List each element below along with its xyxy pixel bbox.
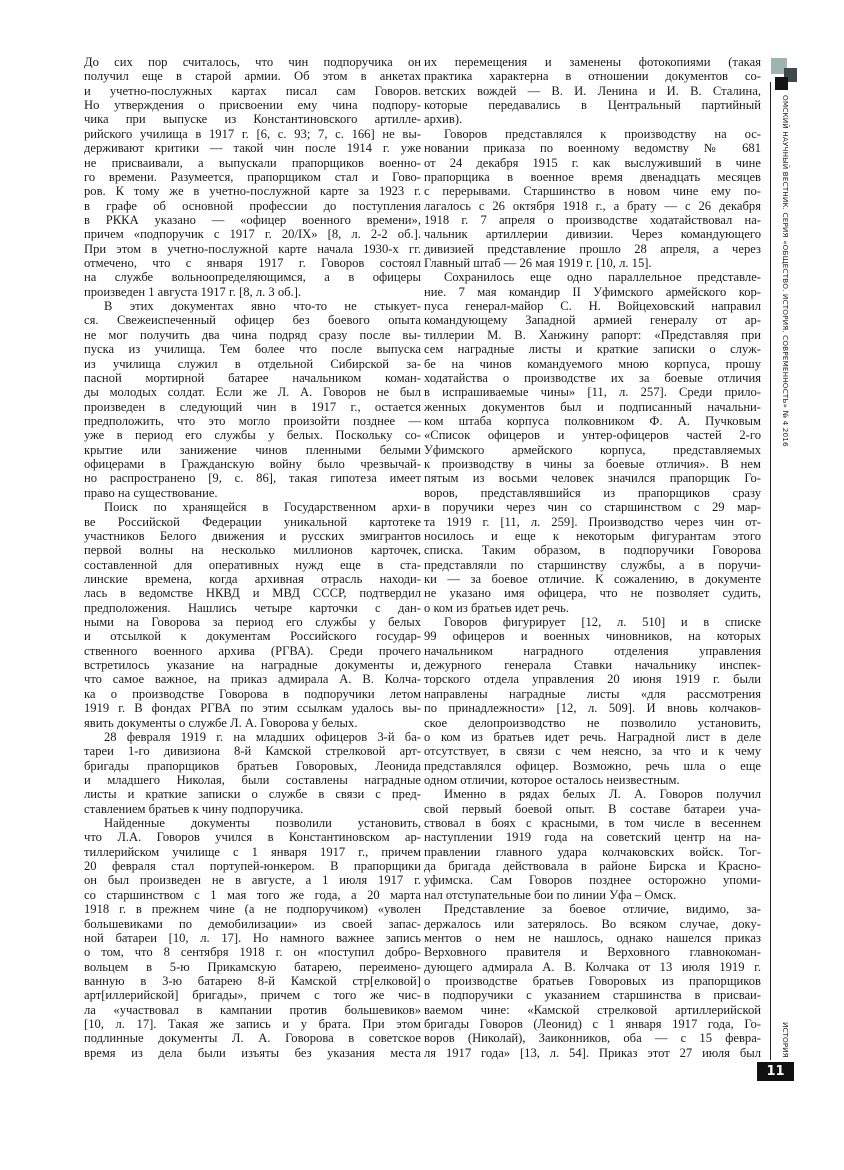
text-line: ходатайства о производстве их за боевые отличия <box>424 370 761 385</box>
text-line: В этих документах явно что-то не стыкует- <box>104 299 421 314</box>
text-line: ванную в 3-ю батарею 8-й Камской стр[елковой] <box>84 974 421 988</box>
text-line: подлинные документы Л. А. Говорова в советское <box>84 1031 421 1046</box>
text-line: Верховного правителя и Верховного главнокоман- <box>424 945 761 960</box>
text-line: встретилось указание на наградные документы и, <box>84 658 421 673</box>
running-header-journal-title: ОМСКИЙ НАУЧНЫЙ ВЕСТНИК. СЕРИЯ «ОБЩЕСТВО. ИСТОРИЯ. СОВРЕМЕННОСТЬ» № 4 2016 <box>781 95 790 447</box>
text-line: 99 офицеров и военных чиновников, на которых <box>424 629 761 644</box>
text-line: ское делопроизводство не позволило установить, <box>424 715 761 730</box>
text-line: не мог получить два чина подряд сразу после вы- <box>84 327 421 342</box>
paragraph <box>424 127 761 271</box>
text-line: ными на Говорова за период его службы у белых <box>84 615 421 630</box>
text-line: ной батареи [10, л. 17]. Но намного важнее запись <box>84 930 421 945</box>
text-line: чика при выпуске из Константиновского артилле- <box>84 112 421 127</box>
text-line: на службе вольноопределяющимся, а в офицеры <box>84 270 421 285</box>
text-line: воров (Николай), Заиконников, оба — с 15 февра- <box>424 1031 761 1046</box>
text-line: большевиками по демобилизации» из своей запас- <box>84 916 421 931</box>
text-line: ки — за боевое отличие. К сожалению, в документе <box>424 571 761 586</box>
text-line: свой первый боевой опыт. В составе батареи уча- <box>424 801 761 816</box>
text-line: ствовал в боях с красными, в том числе в весеннем <box>424 816 761 831</box>
margin-rule <box>770 82 771 1060</box>
text-line: нал отступательные бои по линии Уфа – Омск. <box>424 887 677 902</box>
text-line: и младшего Николая, были составлены наградные <box>84 772 421 787</box>
text-line: чальник артиллерии дивизии. Через командующего <box>424 227 761 242</box>
text-line: листы и краткие записки о службе в связи с пред- <box>84 787 421 802</box>
text-line: что Л.А. Говоров учился в Константиновском ар- <box>84 830 421 845</box>
text-line: не указано имя офицера, что не позволяет судить, <box>424 586 761 601</box>
text-line: командующему Западной армией генералу от ар- <box>424 313 761 328</box>
text-line: «Список офицеров и унтер-офицеров частей 2-го <box>424 428 761 443</box>
text-line: воров, представлявшийся из прапорщиков сразу <box>424 485 761 500</box>
text-line: Говоров представлялся к производству на ос- <box>444 126 761 141</box>
text-line: к производству в чины за боевые отличия». В нем <box>424 457 761 472</box>
text-line: по принадлежности» [12, л. 509]. И вновь колчаков- <box>424 701 761 716</box>
text-line: с перерывами. Старшинство в новом чине ему по- <box>424 184 761 199</box>
paragraph <box>424 615 761 787</box>
logo-square-black <box>775 77 788 90</box>
text-line: ся. Свежеиспеченный офицер без боевого опыта <box>84 313 421 328</box>
paragraph <box>424 902 761 1060</box>
paragraph <box>424 787 761 902</box>
text-line: правлении главного удара колчаковских войск. Тог- <box>424 844 761 859</box>
text-line: причем «подпоручик с 1917 г. 20/IX» [8, л. 2-2 об.]. <box>84 227 421 242</box>
paragraph <box>84 730 421 816</box>
text-line: ственного военного архива (РГВА). Среди прочего <box>84 643 421 658</box>
text-line: лась в ведомстве НКВД и МВД СССР, подтвердил <box>84 586 421 601</box>
text-line: пуса генерал-майор С. Н. Войцеховский направил <box>424 299 761 314</box>
text-line: предположения. Нашлись четыре карточки с дан- <box>84 600 421 615</box>
text-line: ветских вождей — В. И. Ленина и И. В. Сталина, <box>424 83 761 98</box>
text-line: держивают критики — такой чин после 1914 г. уже <box>84 141 421 156</box>
text-line: отмечено, что с января 1917 г. Говоров состоял <box>84 256 421 271</box>
text-line: получил еще в старой армии. Об этом в анкетах <box>84 69 421 84</box>
text-line: дующего адмирала А. В. Колчака от 13 июля 1919 г. <box>424 959 761 974</box>
text-line: арт[иллерийской] бригады», причем с того же чис- <box>84 988 421 1003</box>
text-line: отсутствует, в связи с чем неясно, за что и к чему <box>424 744 761 759</box>
text-line: пуска из училища. Тем более что после выпуска <box>84 342 421 357</box>
text-line: время из дела были изъяты без указания места <box>84 1045 421 1060</box>
text-line: ля 1917 года» [13, л. 54]. Приказ этот 27 июля был <box>424 1045 761 1060</box>
text-line: 1919 г. В фондах РГВА по этим ссылкам удалось вы- <box>84 701 421 716</box>
text-line: го времени. Разумеется, прапорщиком стал и Гово- <box>84 169 421 184</box>
text-line: направлены наградные листы «для рассмотрения <box>424 686 761 701</box>
text-line: архив). <box>424 112 463 127</box>
page-number: 11 <box>757 1062 794 1081</box>
text-line: пятым из восьми человек значился прапорщик Го- <box>424 471 761 486</box>
text-line: Представление за боевое отличие, видимо, за- <box>444 902 761 917</box>
paragraph <box>84 500 421 730</box>
text-line: о ком из братьев идет речь. <box>424 600 570 615</box>
text-line: Но утверждения о присвоении ему чина подпору- <box>84 98 421 113</box>
text-line: дивизией представление прошло 28 апреля, а через <box>424 241 761 256</box>
text-line: одном отличии, которое осталось неизвестным. <box>424 772 680 787</box>
text-line: в поручики через чин со старшинством с 29 мар- <box>424 500 761 515</box>
text-line: крытие или занижение чинов пленными белыми <box>84 442 421 457</box>
text-line: рийского училища в 1917 г. [6, с. 93; 7, с. 166] не вы- <box>84 126 421 141</box>
text-line: уже в период его службы у белых. Поскольку со- <box>84 428 421 443</box>
text-line: ды молодых солдат. Если же Л. А. Говоров не был <box>84 385 421 400</box>
text-line: наступлении 1919 года на советский центр на на- <box>424 830 761 845</box>
text-line: тиллерийском училище с 1 января 1917 г., причем <box>84 844 421 859</box>
text-line: бе на чинов командуемого мною корпуса, прошу <box>424 356 761 371</box>
text-line: При этом в учетно-послужной карте начала 1930-х гг. <box>84 241 421 256</box>
text-line: составленной для оперативных нужд еще в ста- <box>84 557 421 572</box>
text-line: со старшинством с 1 мая того же года, а 20 марта <box>84 887 421 902</box>
paragraph <box>84 299 421 500</box>
text-line: он был произведен не в августе, а 1 июля 1917 г. <box>84 873 421 888</box>
text-line: Главный штаб — 26 мая 1919 г. [10, л. 15]. <box>424 256 652 271</box>
text-line: представлялся офицер. Возможно, речь шла о еще <box>424 758 761 773</box>
text-line: произведен 1 августа 1917 г. [8, л. 3 об.]. <box>84 284 302 299</box>
text-line: участников Белого движения и русских эмигрантов <box>84 528 421 543</box>
text-line: Именно в рядах белых Л. А. Говоров получил <box>444 787 761 802</box>
text-line: прапорщика в военное время двенадцать месяцев <box>424 169 761 184</box>
text-line: ве Российской Федерации уникальной картотеке <box>84 514 421 529</box>
text-line: бригады прапорщиков братьев Говоровых, Леонида <box>84 758 421 773</box>
text-line: но распространено [9, с. 86], такая гипотеза имеет <box>84 471 421 486</box>
text-line: в РККА указано — «офицер военного времени», <box>84 212 421 227</box>
text-line: ние. 7 мая командир II Уфимского армейского кор- <box>424 284 761 299</box>
text-line: [10, л. 17]. Такая же запись и у брата. При этом <box>84 1017 421 1032</box>
text-line: не присваивали, а выпускали прапорщиков военно- <box>84 155 421 170</box>
text-line: из училища служил в отдельной Сибирской за- <box>84 356 421 371</box>
text-column-right <box>424 55 761 1060</box>
text-line: о том, что 8 сентября 1918 г. он «поступил добро- <box>84 945 421 960</box>
text-line: новании приказа по военному ведомству № 681 <box>424 141 761 156</box>
text-line: Найденные документы позволили установить, <box>104 816 421 831</box>
text-line: Говоров фигурирует [12, л. 510] и в списке <box>444 615 761 630</box>
text-line: ров. К тому же в учетно-послужной карте за 1923 г. <box>84 184 421 199</box>
text-line: произведен в следующий чин в 1917 г., остается <box>84 399 421 414</box>
text-line: та 1919 г. [11, л. 259]. Производство через чин от- <box>424 514 761 529</box>
text-line: от 24 декабря 1915 г. как выслуживший в чине <box>424 155 761 170</box>
text-line: тиллерии М. В. Ханжину рапорт: «Представляя при <box>424 327 761 342</box>
text-line: начальником наградного отделения управления <box>424 643 761 658</box>
text-line: сем наградные листы и краткие записки о служ- <box>424 342 761 357</box>
text-line: в подпоручики с указанием старшинства в присваи- <box>424 988 761 1003</box>
text-line: тареи 1-го дивизиона 8-й Камской стрелковой арт- <box>84 744 421 759</box>
text-line: ком штаба корпуса полковником Ф. А. Пучковым <box>424 413 761 428</box>
text-line: 28 февраля 1919 г. на младших офицеров 3-й ба- <box>104 729 421 744</box>
text-line: женных документов был и подписанный начальни- <box>424 399 761 414</box>
text-line: в графе об основной профессии до поступления <box>84 198 421 213</box>
text-line: Сохранилось еще одно параллельное представле- <box>444 270 761 285</box>
text-line: линские времена, когда архивная отрасль находи- <box>84 571 421 586</box>
text-line: да бригада действовала в районе Бирска и Красно- <box>424 859 761 874</box>
text-line: дежурного генерала Ставки начальнику инспек- <box>424 658 761 673</box>
paragraph <box>84 55 421 299</box>
text-line: 1918 г. 7 апреля о производстве ходатайствовал на- <box>424 212 761 227</box>
text-line: бригады Говоров (Леонид) с 1 января 1917 года, Го- <box>424 1017 761 1032</box>
text-line: вольцем в 5-ю Прикамскую батарею, переимено- <box>84 959 421 974</box>
text-line: ла «участвовал в кампании против большевиков» <box>84 1002 421 1017</box>
text-line: ка о производстве Говорова в подпоручики летом <box>84 686 421 701</box>
text-line: и учетно-послужных картах писал сам Говоров. <box>84 83 421 98</box>
text-line: До сих пор считалось, что чин подпоручика он <box>84 55 421 69</box>
text-line: уфимска. Сам Говоров позднее осторожно упоми- <box>424 873 761 888</box>
text-line: носилось и еще к некоторым фигурантам этого <box>424 528 761 543</box>
text-line: в испрашиваемые чины» [11, л. 257]. Среди прило- <box>424 385 761 400</box>
paragraph <box>424 55 761 127</box>
text-line: ваемом чине: «Камской стрелковой артиллерийской <box>424 1002 761 1017</box>
paragraph <box>84 816 421 1060</box>
text-line: предположить, что это могло произойти позднее — <box>84 413 421 428</box>
text-line: ставлением братьев к чину подпоручика. <box>84 801 304 816</box>
text-line: держалось или затерялось. Во всяком случае, доку- <box>424 916 761 931</box>
text-column-left <box>84 55 421 1060</box>
text-line: Поиск по хранящейся в Государственном архи- <box>104 500 421 515</box>
paragraph <box>424 270 761 615</box>
text-line: которые передавались в Центральный партийный <box>424 98 761 113</box>
text-line: пасной мортирной батарее начальником коман- <box>84 370 421 385</box>
text-line: торского отдела управления 20 июня 1919 г. были <box>424 672 761 687</box>
text-line: что самое важное, на приказ адмирала А. В. Колча- <box>84 672 421 687</box>
text-line: представляли по старшинству службы, а в поручи- <box>424 557 761 572</box>
text-line: офицерами в Гражданскую войну было чрезвычай- <box>84 457 421 472</box>
text-line: и отсылкой к документам Российского государ- <box>84 629 421 644</box>
text-line: их перемещения и заменены фотокопиями (такая <box>424 55 761 69</box>
text-line: 20 февраля стал портупей-юнкером. В прапорщики <box>84 859 421 874</box>
text-line: ментов о нем не нашлось, однако нашелся приказ <box>424 930 761 945</box>
text-line: о ком из братьев идет речь. Наградной лист в деле <box>424 729 761 744</box>
text-line: первой волны на несколько миллионов карточек, <box>84 543 421 558</box>
text-line: списка. Таким образом, в подпоручики Говорова <box>424 543 761 558</box>
text-line: Уфимского армейского корпуса, представляемых <box>424 442 761 457</box>
text-line: явить документы о службе Л. А. Говорова у белых. <box>84 715 358 730</box>
text-line: о производстве братьев Говоровых из прапорщиков <box>424 974 761 988</box>
text-line: 1918 г. в прежнем чине (а не подпоручиком) «уволен <box>84 902 421 917</box>
running-header-section: ИСТОРИЯ <box>781 1022 790 1058</box>
text-line: практика характерна в отношении документов со- <box>424 69 761 84</box>
text-line: право на существование. <box>84 485 218 500</box>
text-line: лагалось с 26 октября 1918 г., а брату — с 26 декабря <box>424 198 761 213</box>
